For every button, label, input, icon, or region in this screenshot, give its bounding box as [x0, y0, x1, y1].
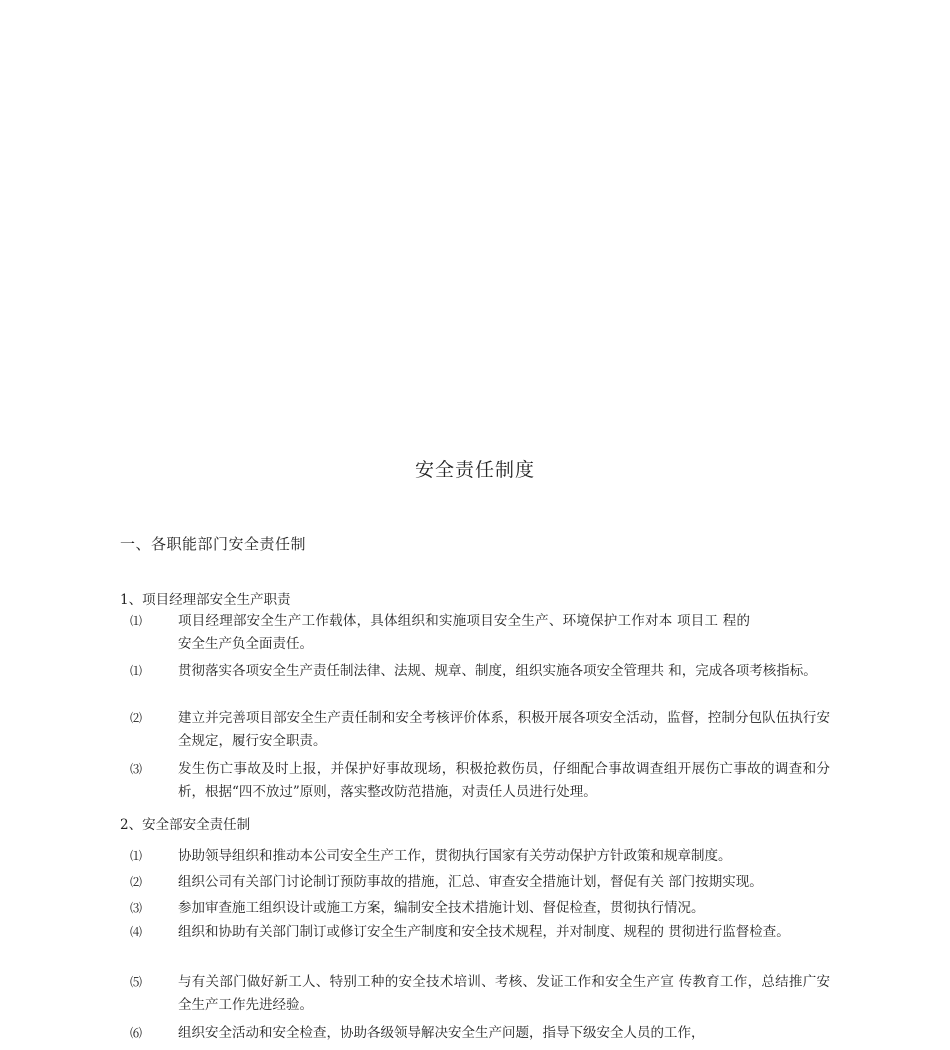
list-item: [130, 871, 830, 894]
item-text: 组织和协助有关部门制订或修订安全生产制度和安全技术规程，并对制度、规程的 贯彻进行监督检查。: [178, 924, 790, 940]
item-number: ⑷: [130, 925, 143, 939]
list-item: [130, 921, 830, 944]
item-text: 项目经理部安全生产工作载体，具体组织和实施项目安全生产、环境保护工作对本 项目工 程的安全生产负全面责任。: [178, 613, 750, 652]
section-heading-project-dept: 1、项目经理部安全生产职责: [120, 592, 291, 608]
list-item: [130, 1022, 830, 1045]
item-text: 参加审查施工组织设计或施工方案，编制安全技术措施计划、督促检查，贯彻执行情况。: [178, 900, 705, 916]
item-number: ⑵: [130, 875, 143, 889]
list-item: [130, 758, 830, 804]
item-text: 协助领导组织和推动本公司安全生产工作，贯彻执行国家有关劳动保护方针政策和规章制度。: [178, 848, 732, 864]
section-heading-safety-dept: 2、安全部安全责任制: [120, 817, 251, 833]
chapter-heading: 一、各职能部门安全责任制: [120, 535, 307, 553]
document-title: 安全责任制度: [414, 459, 535, 481]
list-item: [130, 845, 830, 868]
item-number: ⑶: [130, 762, 143, 776]
item-text: 建立并完善项目部安全生产责任制和安全考核评价体系，积极开展各项安全活动，监督，控制分包队伍执行安全规定，履行安全职责。: [178, 710, 830, 749]
item-text: 组织公司有关部门讨论制订预防事故的措施，汇总、审查安全措施计划，督促有关 部门按期实现。: [178, 874, 763, 890]
list-item: [130, 897, 830, 920]
item-text: 贯彻落实各项安全生产责任制法律、法规、规章、制度，组织实施各项安全管理共 和，完成各项考核指标。: [178, 663, 817, 679]
item-number: ⑸: [130, 975, 143, 989]
item-text: 发生伤亡事故及时上报，并保护好事故现场，积极抢救伤员，仔细配合事故调查组开展伤亡事故的调查和分析，根据“四不放过”原则，落实整改防范措施，对责任人员进行处理。: [178, 761, 830, 800]
item-text: 组织安全活动和安全检查，协助各级领导解决安全生产问题，指导下级安全人员的工作，: [178, 1025, 705, 1041]
list-item: [130, 610, 750, 656]
item-number: ⑵: [130, 711, 143, 725]
item-number: ⑹: [130, 1026, 143, 1040]
item-number: ⑴: [130, 849, 143, 863]
list-item: [130, 971, 830, 1017]
list-item: [130, 707, 830, 753]
item-text: 与有关部门做好新工人、特别工种的安全技术培训、考核、发证工作和安全生产宣 传教育工作，总结推广安全生产工作先进经验。: [178, 974, 830, 1013]
item-number: ⑴: [130, 664, 143, 678]
list-item: [130, 660, 830, 683]
item-number: ⑴: [130, 614, 143, 628]
item-number: ⑶: [130, 901, 143, 915]
